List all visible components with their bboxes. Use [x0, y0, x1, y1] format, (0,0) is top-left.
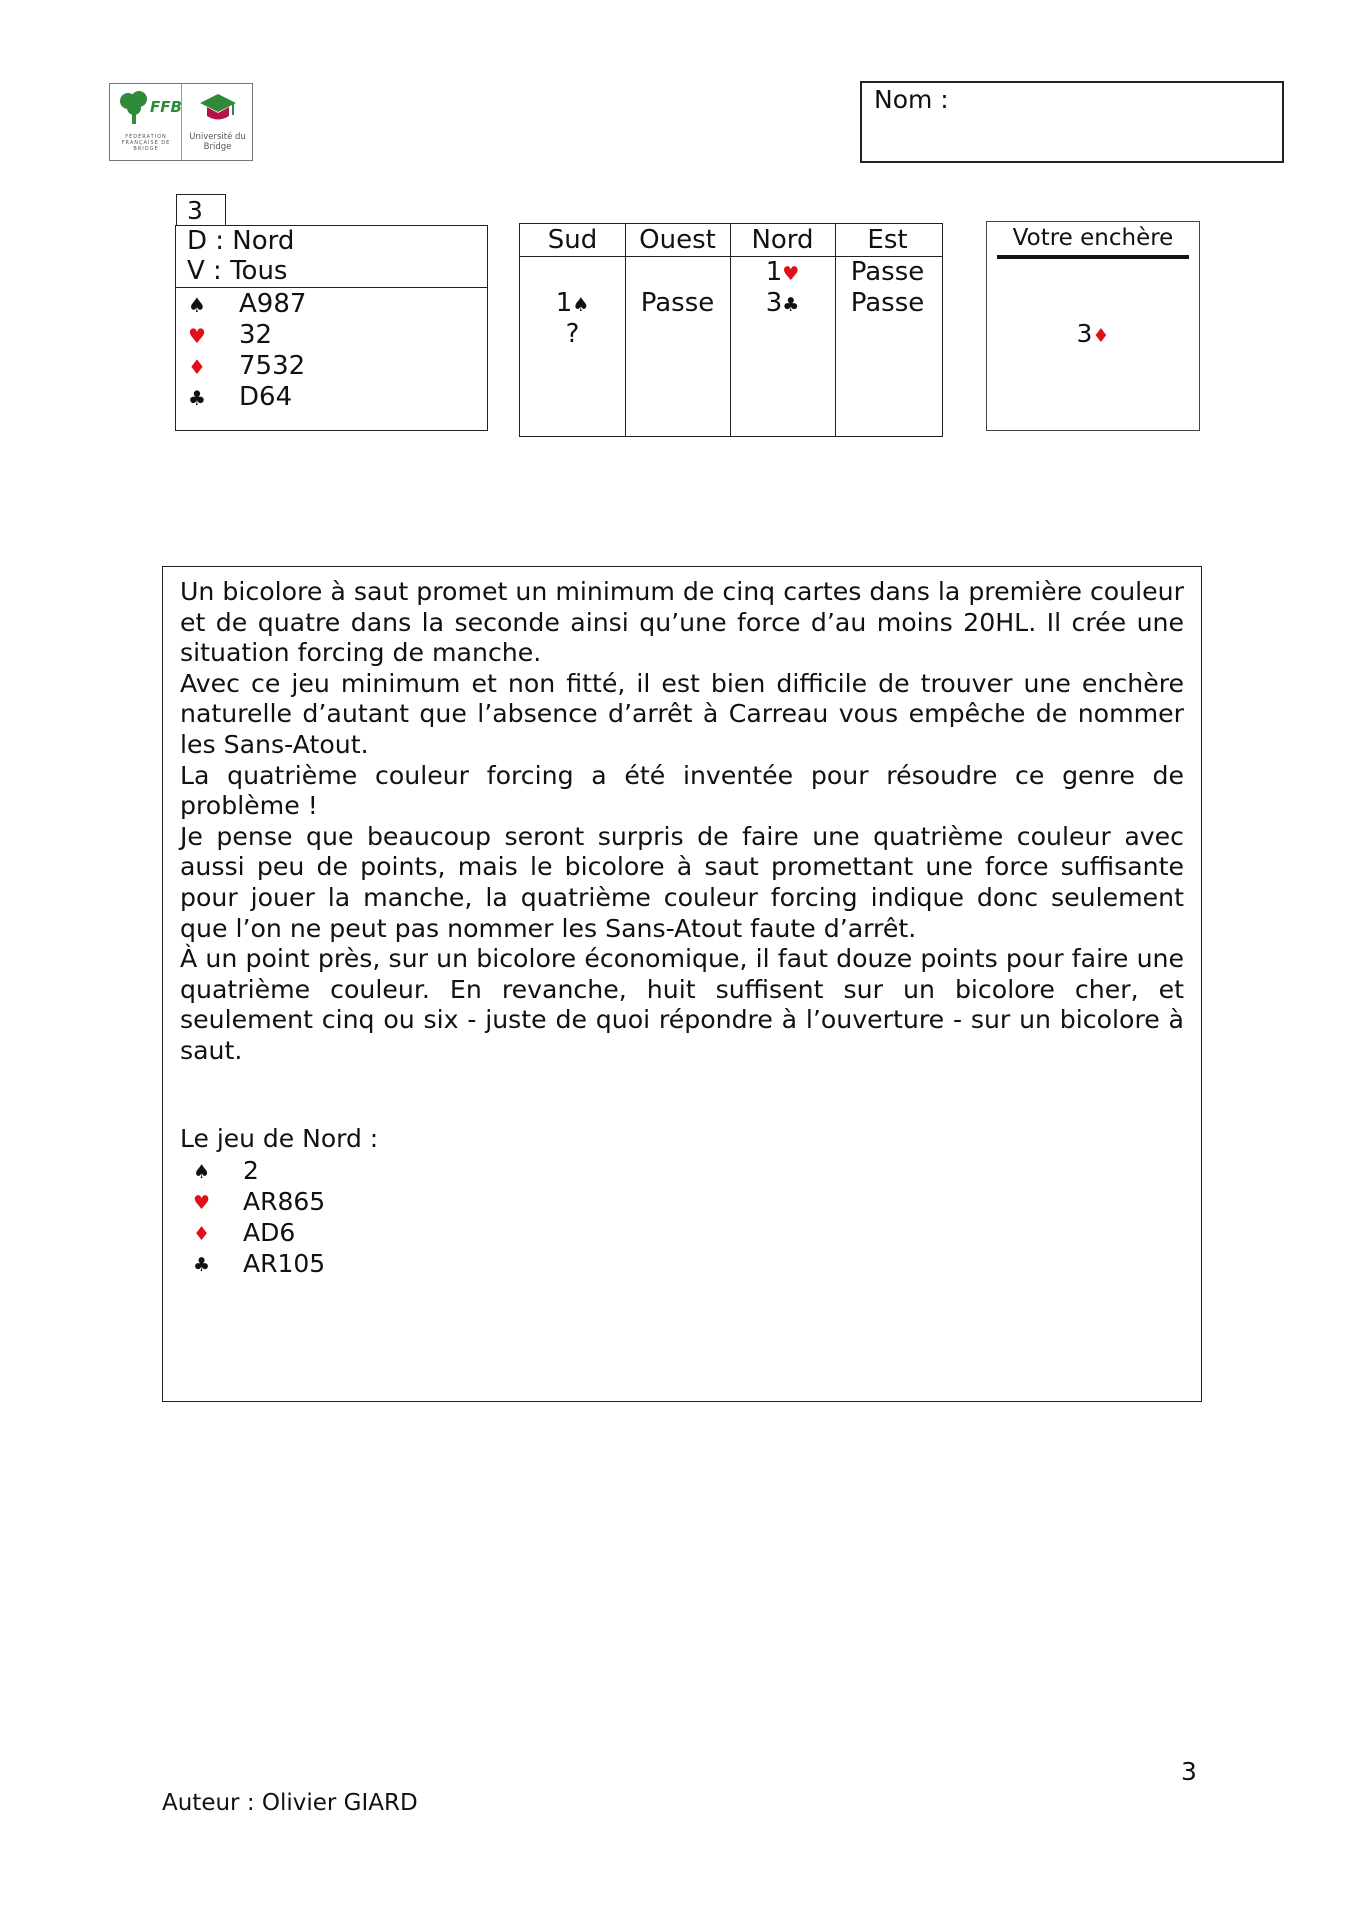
author: Auteur : Olivier GIARD: [162, 1790, 418, 1816]
header-nord: Nord: [751, 225, 814, 255]
paragraph: La quatrième couleur forcing a été inventée pour résoudre ce genre de problème !: [180, 760, 1184, 821]
diamond-icon: ♦: [188, 355, 206, 379]
bid-est-1: Passe: [850, 257, 925, 287]
spade-cards: A987: [239, 289, 307, 319]
vulnerability: V : Tous: [187, 256, 288, 286]
diamond-cards: 7532: [239, 351, 306, 381]
north-heart-cards: AR865: [243, 1187, 326, 1216]
comment-box: [162, 566, 1202, 1402]
heart-icon: ♥: [782, 263, 800, 285]
spade-icon: ♠: [188, 293, 206, 317]
paragraph: À un point près, sur un bicolore économique, il faut douze points pour faire une quatrième couleur. En revanche, huit suffisent sur un bicolore cher, et seulement cinq ou six - juste de quoi répondre à l’ouverture - sur un bicolore à saut.: [180, 944, 1184, 1065]
dealer: D : Nord: [187, 226, 295, 256]
north-club-cards: AR105: [243, 1249, 326, 1278]
heart-cards: 32: [239, 320, 273, 350]
spade-icon: ♠: [193, 1161, 211, 1183]
header-est: Est: [867, 225, 908, 255]
bidding-table: [519, 223, 943, 437]
bid-nord-1: 1♥: [765, 257, 800, 287]
club-icon: ♣: [188, 386, 206, 410]
north-hand-title: Le jeu de Nord :: [180, 1124, 379, 1153]
bid-nord-2: 3♣: [765, 288, 800, 318]
page-number: 3: [1181, 1757, 1197, 1786]
bid-est-2: Passe: [850, 288, 925, 318]
answer-title: Votre enchère: [1012, 225, 1174, 251]
name-label: Nom :: [874, 85, 949, 114]
name-field[interactable]: [860, 81, 1284, 163]
udb-text: Université du Bridge: [189, 132, 246, 152]
udb-logo: [181, 84, 253, 160]
club-cards: D64: [239, 382, 293, 412]
graduation-cap-icon: [198, 92, 238, 128]
answer-bid: 3♦: [1076, 319, 1110, 348]
ffb-logo: [110, 84, 181, 160]
paragraph: Je pense que beaucoup seront surpris de faire une quatrième couleur avec aussi peu de points, mais le bicolore à saut promettant une force suffisante pour jouer la manche, la quatrième couleur forcing indique donc seulement que l’on ne peut pas nommer les Sans-Atout faute d’arrêt.: [180, 821, 1184, 943]
paragraph: Avec ce jeu minimum et non fitté, il est bien difficile de trouver une enchère naturelle d’autant que l’absence d’arrêt à Carreau vous empêche de nommer les Sans-Atout.: [180, 668, 1184, 759]
diamond-icon: ♦: [193, 1223, 211, 1245]
paragraph: Un bicolore à saut promet un minimum de cinq cartes dans la première couleur et de quatre dans la seconde ainsi qu’une force d’au moins 20HL. Il crée une situation forcing de manche.: [180, 577, 1184, 668]
bid-sud-2: ?: [565, 319, 580, 349]
answer-rule: [997, 255, 1189, 259]
divider: [176, 287, 487, 288]
spade-icon: ♠: [572, 294, 590, 316]
club-icon: ♣: [782, 294, 800, 316]
ffb-subtext: FÉDÉRATION FRANÇAISE DE BRIDGE: [121, 134, 171, 152]
comment-text: [180, 577, 1184, 1067]
diamond-icon: ♦: [1092, 325, 1110, 347]
answer-box: [986, 221, 1200, 431]
header-sud: Sud: [547, 225, 598, 255]
bid-sud-1: 1♠: [555, 288, 590, 318]
bid-ouest-1: Passe: [640, 288, 715, 318]
header-ouest: Ouest: [639, 225, 716, 255]
south-hand-box: [175, 225, 488, 431]
north-diamond-cards: AD6: [243, 1218, 296, 1247]
north-spade-cards: 2: [243, 1156, 259, 1185]
deal-number: 3: [176, 194, 226, 226]
heart-icon: ♥: [188, 324, 206, 348]
club-icon: ♣: [193, 1254, 211, 1276]
heart-icon: ♥: [193, 1192, 211, 1214]
tree-icon: [118, 90, 152, 126]
ffb-text: FFB: [150, 98, 182, 116]
logo: [109, 83, 253, 161]
